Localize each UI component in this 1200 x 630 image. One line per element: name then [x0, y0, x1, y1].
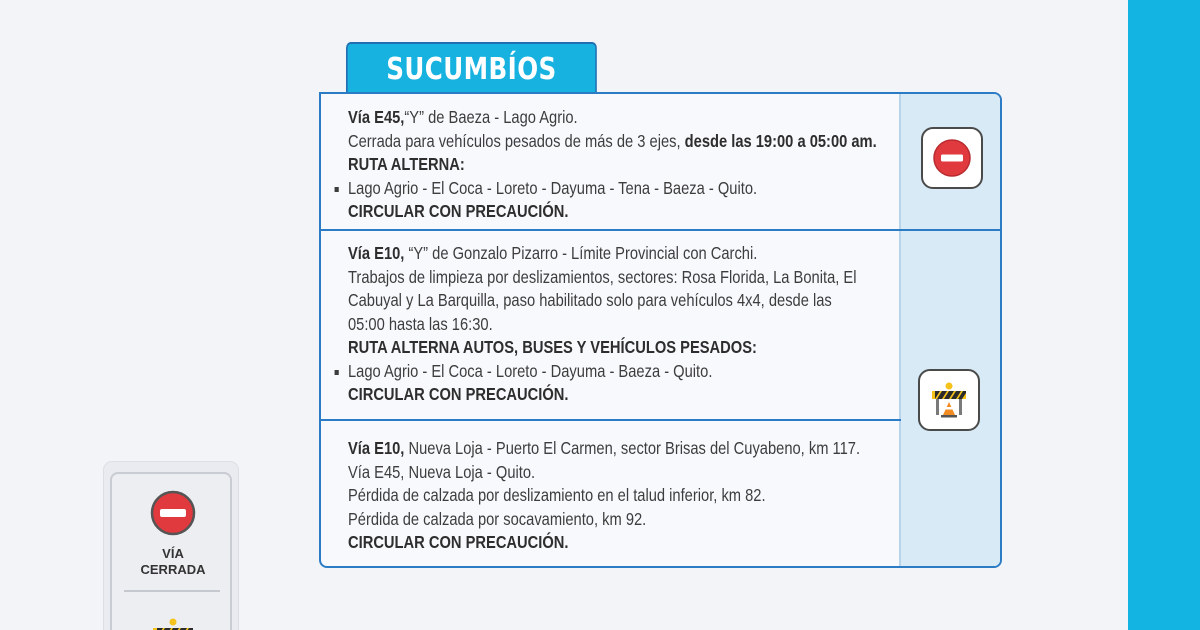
entry-2-alt-route-heading: RUTA ALTERNA AUTOS, BUSES Y VEHÍCULOS PESADOS:: [348, 337, 757, 357]
entry-3-line-2: Vía E45, Nueva Loja - Quito.: [348, 461, 536, 482]
legend-panel: [104, 462, 238, 630]
entry-3-line-1: Vía E10, Nueva Loja - Puerto El Carmen, sector Brisas del Cuyabeno, km 117.: [348, 438, 861, 458]
entry-2-line-3: Cabuyal y La Barquilla, paso habilitado solo para vehículos 4x4, desde las: [348, 290, 832, 310]
legend-divider: [124, 590, 220, 592]
entry-3-caution: CIRCULAR CON PRECAUCIÓN.: [348, 532, 569, 552]
entry-2-line-2: Trabajos de limpieza por deslizamientos, sectores: Rosa Florida, La Bonita, El: [348, 266, 857, 287]
entry-3-line-3: Pérdida de calzada por deslizamiento en el talud inferior, km 82.: [348, 485, 766, 505]
entry-1-alt-route-heading: RUTA ALTERNA:: [348, 154, 465, 174]
road-status-card: [319, 92, 1002, 568]
entry-1-line-2: Cerrada para vehículos pesados de más de 3 ejes, desde las 19:00 a 05:00 am.: [348, 130, 877, 151]
roadwork-barrier-icon: [927, 378, 971, 422]
entry-1-line-1: Vía E45,“Y” de Baeza - Lago Agrio.: [348, 107, 578, 127]
province-title-tab: SUCUMBÍOS: [346, 42, 597, 94]
row-divider-2: [321, 419, 901, 421]
legend-label-line2: CERRADA: [140, 562, 206, 577]
row-divider-1: [321, 229, 1002, 231]
entry-2-line-1: Vía E10, “Y” de Gonzalo Pizarro - Límite Provincial con Carchi.: [348, 243, 758, 263]
road-closed-icon: [150, 490, 196, 536]
roadwork-barrier-icon: [151, 618, 195, 630]
road-entry-1: [321, 106, 901, 224]
road-closed-icon: [932, 138, 972, 178]
entry-2-status-icon-box: [918, 369, 980, 431]
right-accent-stripe: [1128, 0, 1200, 630]
entry-2-alt-route-item: Lago Agrio - El Coca - Loreto - Dayuma - Baeza - Quito.: [348, 360, 895, 384]
entry-2-line-4: 05:00 hasta las 16:30.: [348, 313, 493, 334]
entry-1-status-icon-box: [921, 127, 983, 189]
entry-1-alt-route-item: Lago Agrio - El Coca - Loreto - Dayuma - Tena - Baeza - Quito.: [348, 177, 895, 201]
road-entry-2: [321, 242, 901, 407]
entry-1-caution: CIRCULAR CON PRECAUCIÓN.: [348, 201, 569, 221]
road-entry-3: [321, 437, 901, 555]
entry-3-line-4: Pérdida de calzada por socavamiento, km 92.: [348, 508, 647, 529]
legend-label-line1: VÍA: [162, 546, 184, 561]
legend-box: [110, 472, 232, 630]
entry-2-caution: CIRCULAR CON PRECAUCIÓN.: [348, 384, 569, 404]
